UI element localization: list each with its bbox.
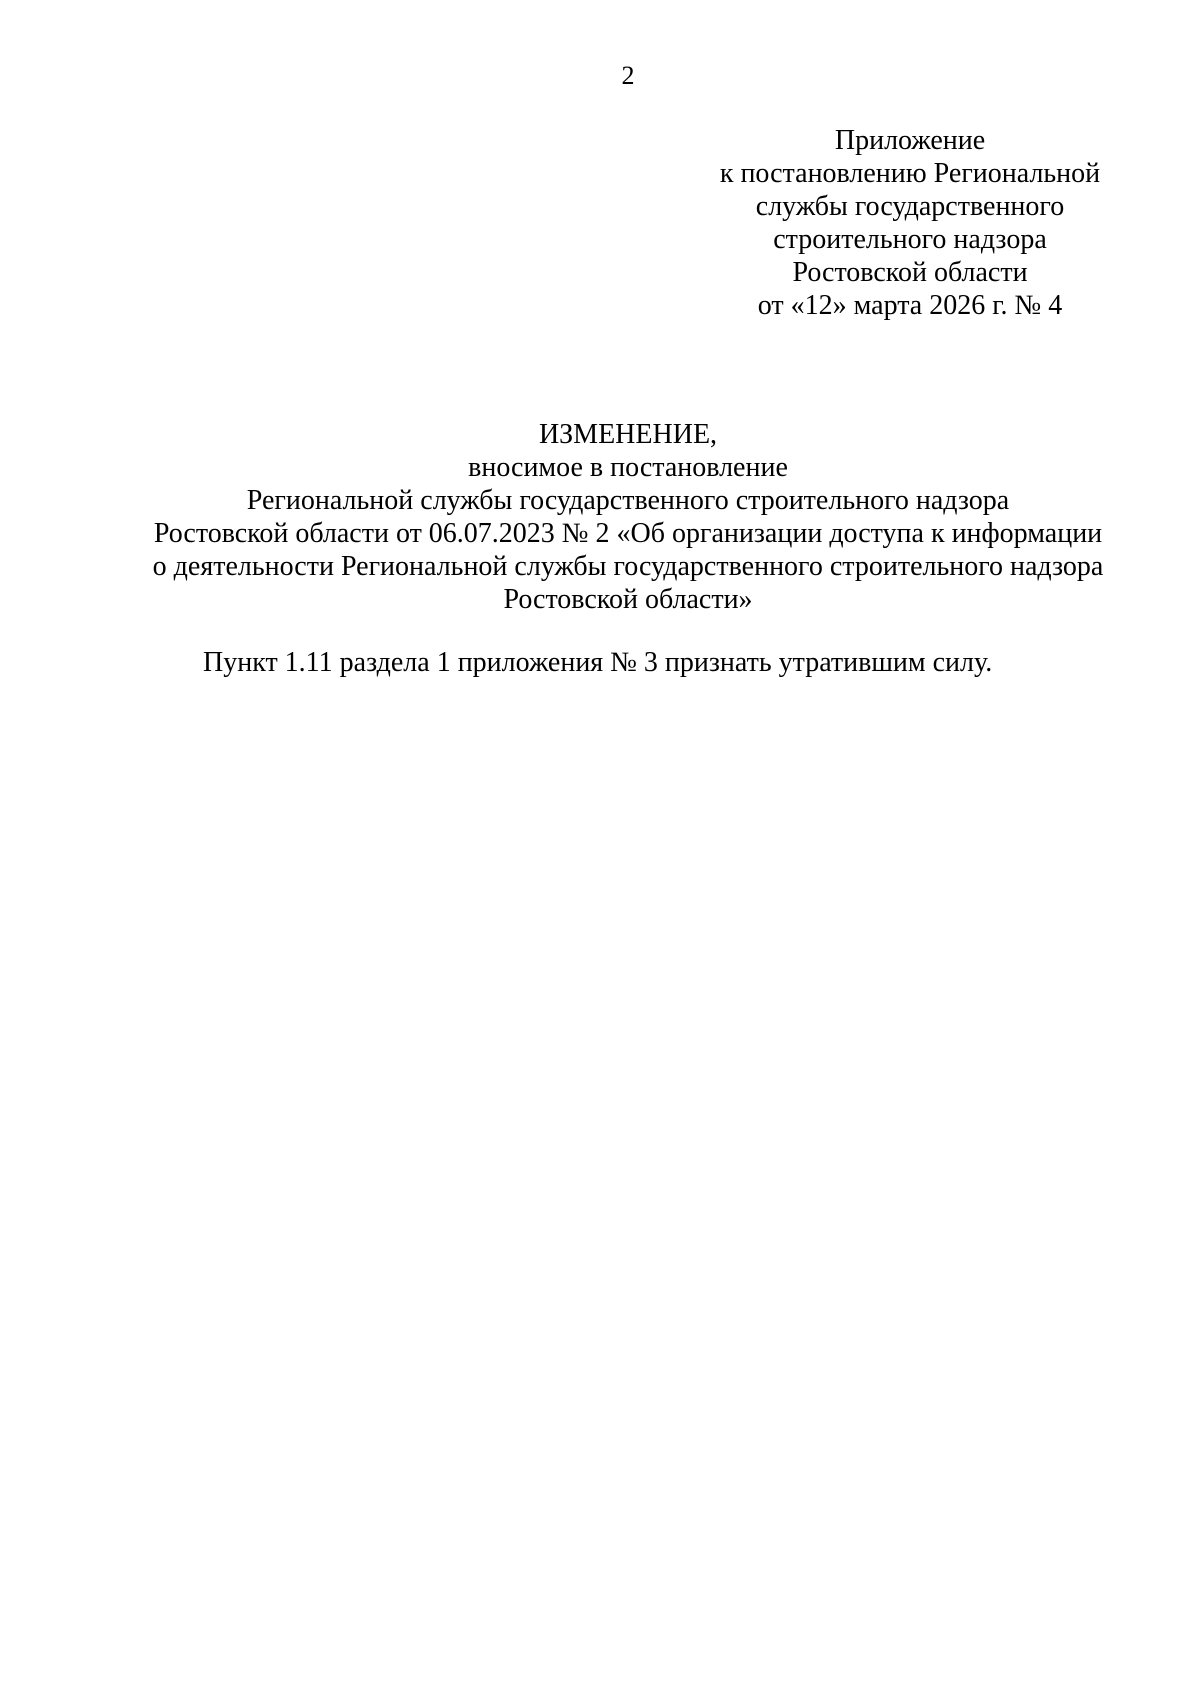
appendix-line: от «12» марта 2026 г. № 4 (757, 290, 1063, 321)
title-line: ИЗМЕНЕНИЕ, (538, 419, 718, 450)
title-line: Региональной службы государственного строительного надзора (246, 485, 1010, 516)
title-line: Ростовской области» (503, 584, 753, 615)
appendix-header (700, 124, 1120, 322)
title-line: вносимое в постановление (468, 452, 788, 483)
title-line: Ростовской области от 06.07.2023 № 2 «Об организации доступа к информации (153, 518, 1103, 549)
appendix-line: Приложение (834, 125, 986, 156)
appendix-line: службы государственного (755, 191, 1065, 222)
appendix-line: Ростовской области (792, 257, 1028, 288)
appendix-line: строительного надзора (773, 224, 1047, 255)
page-number: 2 (621, 61, 635, 90)
document-title (100, 418, 1156, 616)
appendix-line: к постановлению Региональной (719, 158, 1101, 189)
title-line: о деятельности Региональной службы государственного строительного надзора (152, 551, 1104, 582)
body-paragraph: Пункт 1.11 раздела 1 приложения № 3 признать утратившим силу. (203, 647, 993, 678)
